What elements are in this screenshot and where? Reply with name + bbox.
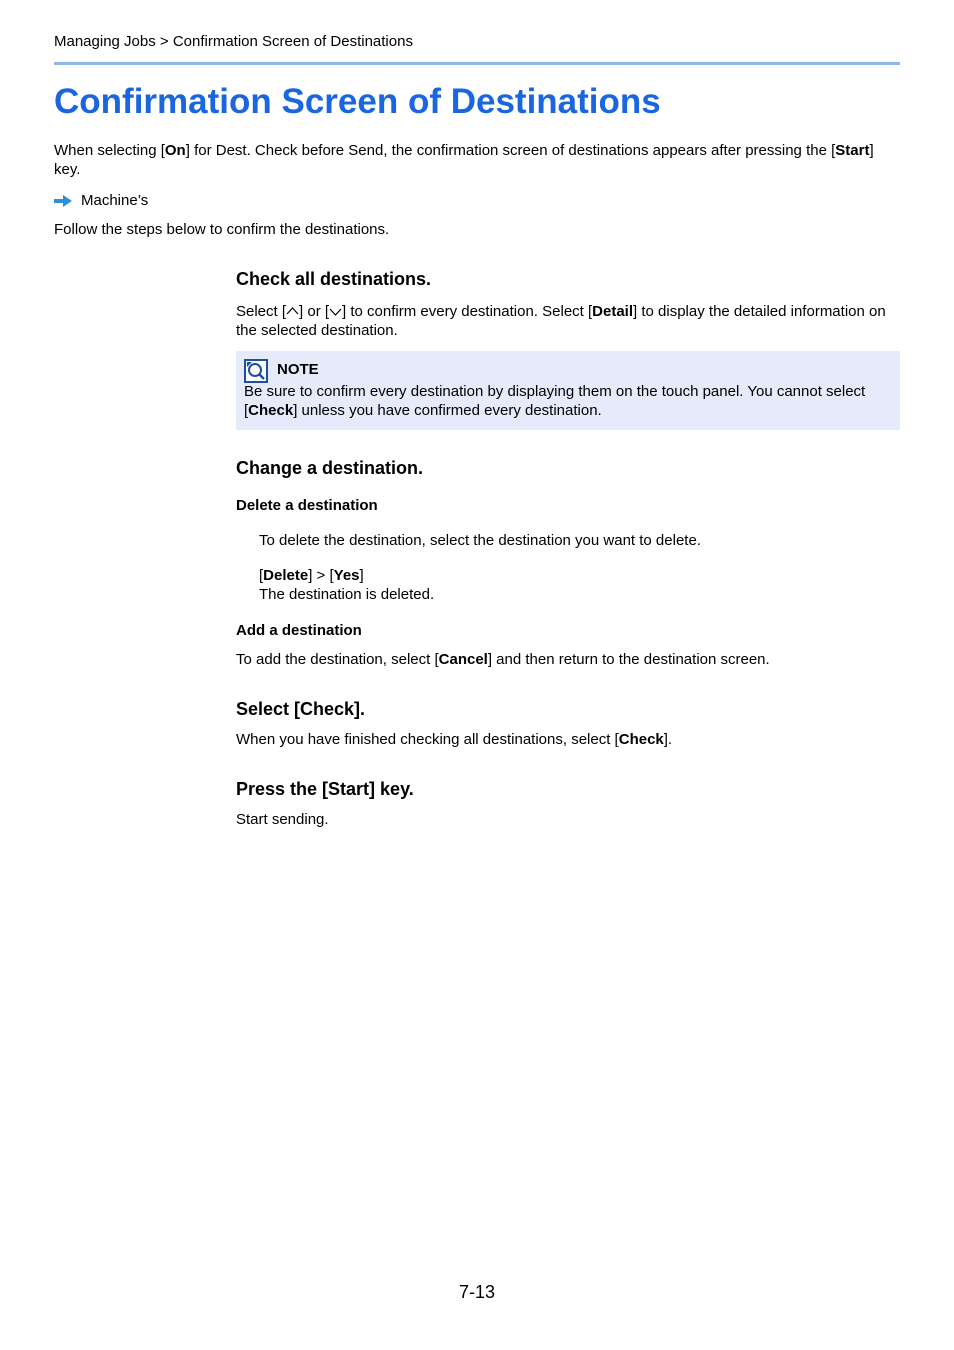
page-number: 7-13 (458, 1282, 496, 1302)
cancel-keyword: Cancel (438, 651, 488, 668)
header-rule (54, 62, 900, 65)
delete-text: To delete the destination, select the destination you want to delete. (259, 532, 701, 549)
chevron-down-icon (329, 305, 342, 318)
step-change-heading: Change a destination. (236, 458, 424, 478)
page-title: Confirmation Screen of Destinations (54, 82, 661, 121)
check-keyword: Check (618, 731, 664, 748)
note-icon (244, 359, 268, 383)
step-select-text: When you have finished checking all destinations, select [Check]. (236, 731, 673, 748)
step-select-heading: Select [Check]. (236, 699, 366, 719)
breadcrumb: Managing Jobs > Confirmation Screen of Destinations (54, 33, 413, 50)
reference-link-text[interactable]: Machine’s (81, 192, 149, 209)
delete-heading: Delete a destination (236, 497, 378, 514)
intro-paragraph: When selecting [On] for Dest. Check before Send, the confirmation screen of destinations appears after pressing the [Start] key. (54, 142, 874, 178)
note-text: Be sure to confirm every destination by displaying them on the touch panel. You cannot select [Check] unless you have confirmed every destination. (244, 383, 866, 419)
step-check-text: Select [ ] or [ ] to confirm every destination. Select [Detail] to display the detailed information on the selected destination. (236, 303, 886, 339)
add-heading: Add a destination (236, 622, 362, 639)
step-press-text: Start sending. (236, 811, 329, 828)
delete-keyword: Delete (263, 567, 309, 584)
delete-procedure: [Delete] > [Yes] (259, 567, 364, 584)
delete-result: The destination is deleted. (259, 586, 435, 603)
on-keyword: On (164, 142, 186, 159)
check-keyword: Check (248, 402, 294, 419)
intro-steps-text: Follow the steps below to confirm the destinations. (54, 221, 390, 238)
detail-keyword: Detail (592, 303, 634, 320)
step-press-heading: Press the [Start] key. (236, 779, 414, 799)
add-text: To add the destination, select [Cancel] and then return to the destination screen. (236, 651, 770, 668)
arrow-right-icon (54, 195, 72, 207)
start-keyword: Start (835, 142, 870, 159)
reference-link[interactable] (54, 191, 148, 210)
note-title: NOTE (277, 361, 319, 378)
chevron-up-icon (286, 305, 299, 318)
step-check-heading: Check all destinations. (236, 269, 432, 289)
yes-keyword: Yes (333, 567, 360, 584)
